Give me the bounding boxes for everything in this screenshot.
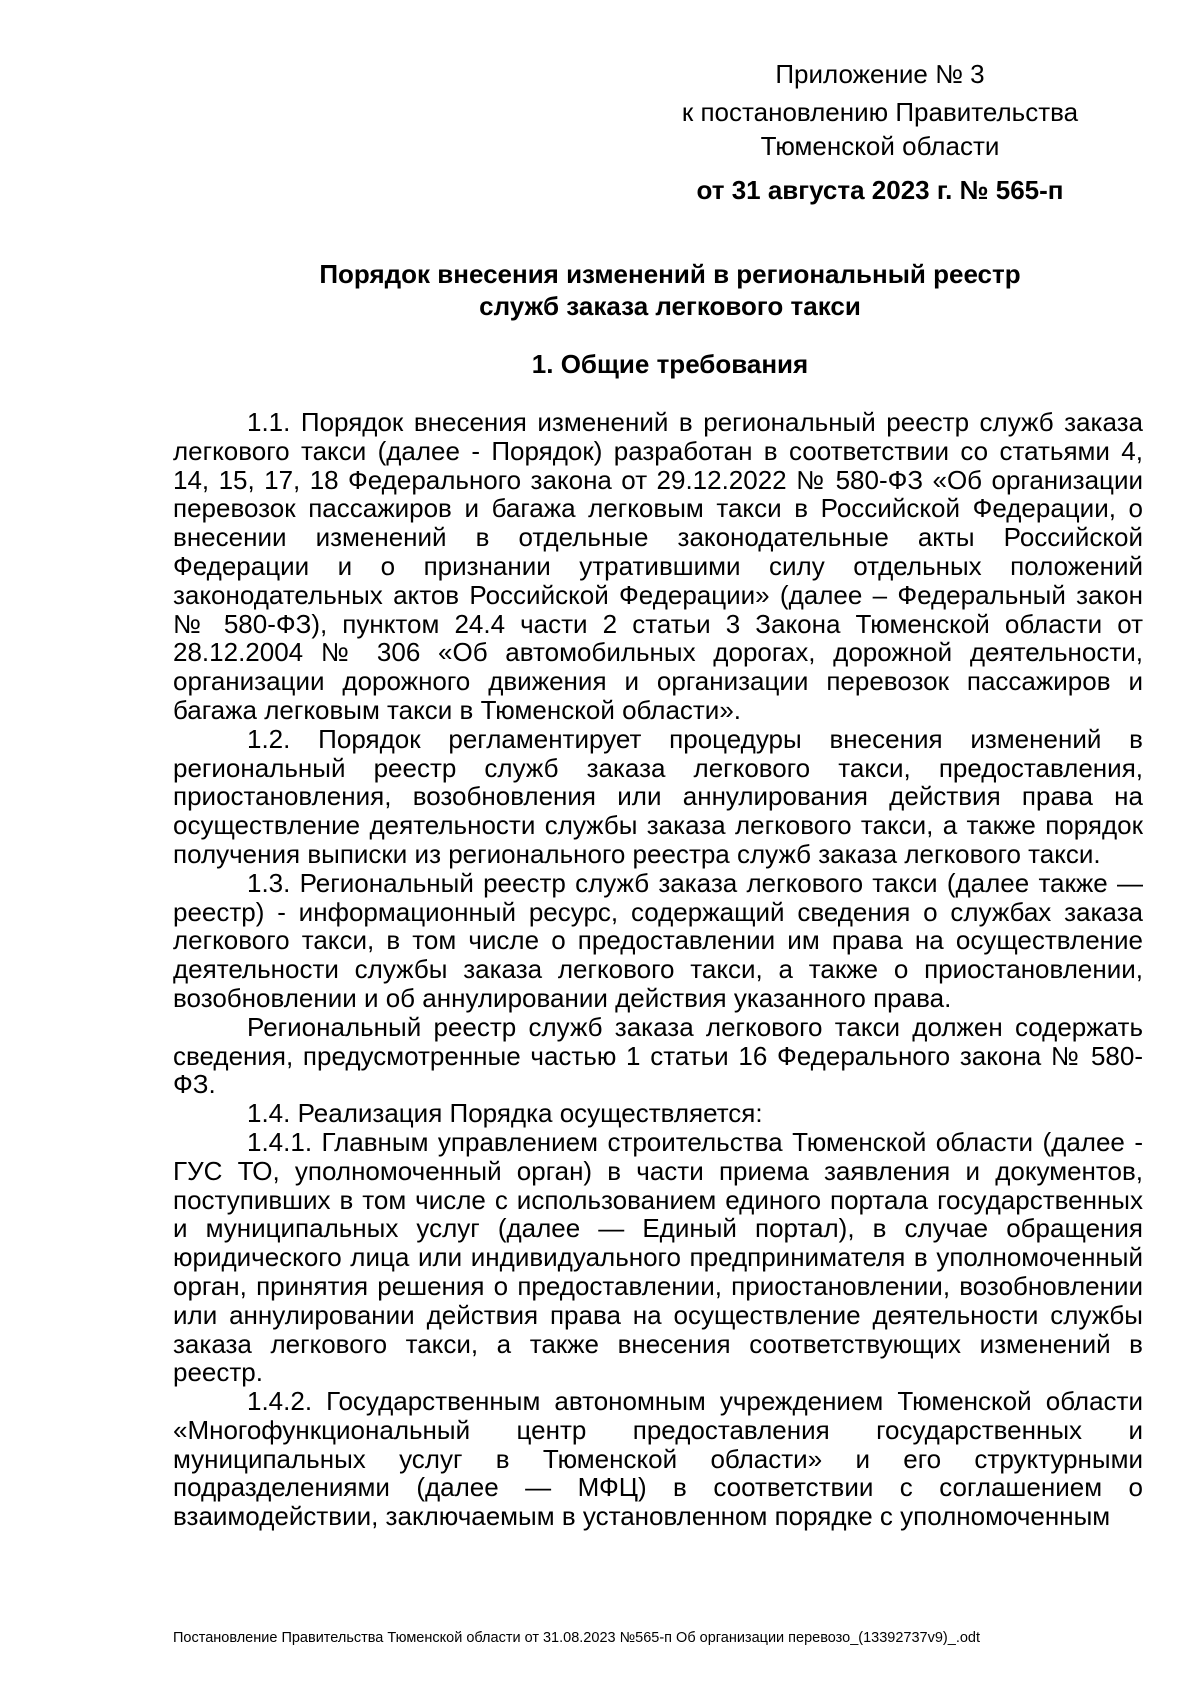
- paragraph-1-4: 1.4. Реализация Порядка осуществляется:: [247, 1098, 763, 1129]
- document-body: [173, 408, 1143, 1531]
- appendix-label: Приложение № 3: [775, 59, 985, 89]
- paragraph-1-1: 1.1. Порядок внесения изменений в региональный реестр служб заказа легкового такси (далее - Порядок) разработан в соответствии со статьями 4, 14, 15, 17, 18 Федерального закона от 29.12.2022 № 580-ФЗ «Об организации перевозок пассажиров и багажа легковым такси в Российской Федерации, о внесении изменений в отдельные законодательные акты Российской Федерации и о признании утратившими силу отдельных положений законодательных актов Российской Федерации» (далее – Федеральный закон № 580-ФЗ), пунктом 24.4 части 2 статьи 3 Закона Тюменской области от 28.12.2004 № 306 «Об автомобильных дорогах, дорожной деятельности, организации дорожного движения и организации перевозок пассажиров и багажа легковым такси в Тюменской области».: [173, 407, 1143, 725]
- section-heading-general-requirements: 1. Общие требования: [531, 349, 809, 379]
- resolution-date-number: от 31 августа 2023 г. № 565-п: [696, 175, 1064, 205]
- region-name: Тюменской области: [760, 131, 1000, 161]
- paragraph-1-3: 1.3. Региональный реестр служб заказа легкового такси (далее также — реестр) - информационный ресурс, содержащий сведения о службах заказа легкового такси, в том числе о предоставлении им права на осуществление деятельности службы заказа легкового такси, а также о приостановлении, возобновлении и об аннулировании действия указанного права.: [173, 867, 1143, 1013]
- document-title-line-1: Порядок внесения изменений в региональный реестр: [319, 259, 1021, 289]
- page-footer-filename: Постановление Правительства Тюменской области от 31.08.2023 №565-п Об организации перевозо_(13392737v9)_.odt: [173, 1630, 981, 1646]
- paragraph-1-2: 1.2. Порядок регламентирует процедуры внесения изменений в региональный реестр служб заказа легкового такси, предоставления, приостановления, возобновления или аннулирования действия права на осуществление деятельности службы заказа легкового такси, а также порядок получения выписки из регионального реестра служб заказа легкового такси.: [173, 723, 1143, 869]
- paragraph-1-3-registry-contents: Региональный реестр служб заказа легкового такси должен содержать сведения, предусмотренные частью 1 статьи 16 Федерального закона № 580-ФЗ.: [173, 1011, 1143, 1100]
- document-title-line-2: служб заказа легкового такси: [479, 291, 861, 321]
- resolution-reference: к постановлению Правительства: [681, 97, 1079, 127]
- paragraph-1-4-1: 1.4.1. Главным управлением строительства Тюменской области (далее - ГУС ТО, уполномоченный орган) в части приема заявления и документов, поступивших в том числе с использованием единого портала государственных и муниципальных услуг (далее — Единый портал), в случае обращения юридического лица или индивидуального предпринимателя в уполномоченный орган, принятия решения о предоставлении, приостановлении, возобновлении или аннулировании действия права на осуществление деятельности службы заказа легкового такси, а также внесения соответствующих изменений в реестр.: [173, 1126, 1143, 1388]
- paragraph-1-4-2: 1.4.2. Государственным автономным учреждением Тюменской области «Многофункциональный центр предоставления государственных и муниципальных услуг в Тюменской области» и его структурными подразделениями (далее — МФЦ) в соответствии с соглашением о взаимодействии, заключаемым в установленном порядке с уполномоченным: [173, 1386, 1143, 1532]
- document-title: [170, 258, 1170, 322]
